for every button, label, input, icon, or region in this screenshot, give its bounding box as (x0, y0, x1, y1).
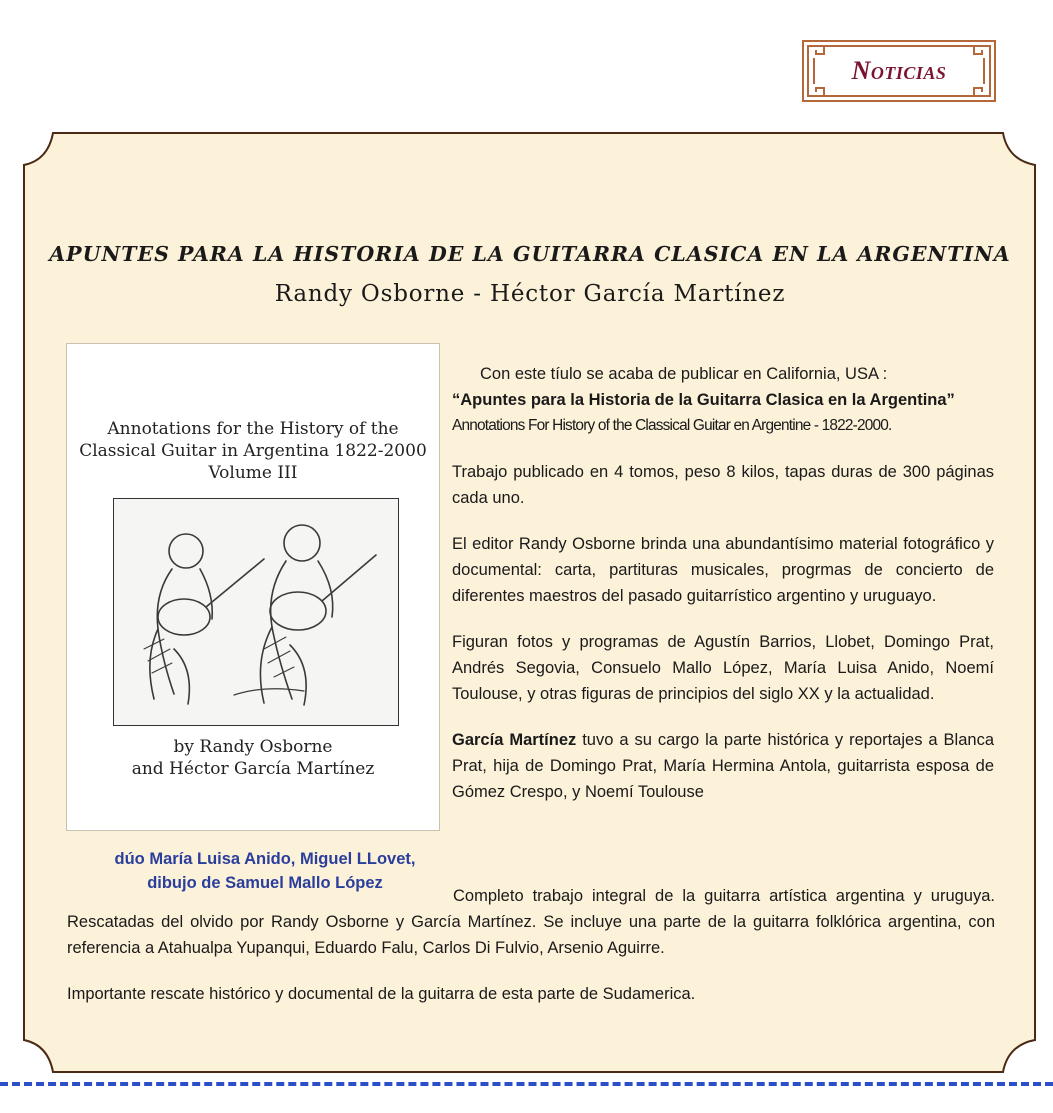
paragraph-garcia (452, 727, 994, 805)
article-authors: Randy Osborne - Héctor García Martínez (274, 281, 786, 307)
cover-title (67, 418, 439, 484)
intro-line: Con este tíulo se acaba de publicar en California, USA : (480, 365, 888, 383)
article-title: APUNTES PARA LA HISTORIA DE LA GUITARRA CLASICA EN LA ARGENTINA (49, 242, 1011, 266)
article-body-column (452, 361, 994, 825)
paragraph-figures: Figuran fotos y programas de Agustín Barrios, Llobet, Domingo Prat, Andrés Segovia, Consuelo Mallo López, María Luisa Anido, Noemí Toulouse, y otras figuras de principios del siglo XX y la actualidad. (452, 633, 994, 703)
cover-title-line: Volume III (208, 463, 298, 483)
garcia-text: tuvo a su cargo la parte histórica y reportajes a Blanca Prat, hija de Domingo Prat, María Hermina Antola, guitarrista esposa de Gómez Crespo, y Noemí Toulouse (452, 731, 994, 801)
paragraph-volumes: Trabajo publicado en 4 tomos, peso 8 kilos, tapas duras de 300 páginas cada uno. (452, 463, 994, 507)
complete-work-text: Completo trabajo integral de la guitarra artística argentina y uruguya. Rescatadas del olvido por Randy Osborne y García Martínez. Se incluye una parte de la guitarra folklórica argentina, con referencia a Atahualpa Yupanqui, Eduardo Falu, Carlos Di Fulvio, Arsenio Aguirre. (67, 887, 995, 957)
caption-line: dibujo de Samuel Mallo López (147, 874, 383, 892)
book-title-english: Annotations For History of the Classical Guitar en Argentine - 1822-2000. (452, 417, 892, 434)
article-body-wide (67, 883, 995, 1027)
paragraph-intro (452, 361, 994, 439)
cover-by-line: and Héctor García Martínez (131, 759, 375, 779)
paragraph-closing: Importante rescate histórico y documental de la guitarra de esta parte de Sudamerica. (67, 985, 696, 1003)
paragraph-complete-work (67, 883, 995, 961)
caption-line: dúo María Luisa Anido, Miguel LLovet, (114, 850, 416, 868)
garcia-name: García Martínez (452, 731, 577, 749)
cover-title-line: Classical Guitar in Argentina 1822-2000 (79, 441, 427, 461)
book-cover-image (66, 343, 440, 831)
paragraph-editor: El editor Randy Osborne brinda una abundantísimo material fotográfico y documental: carta, partituras musicales, progrmas de concierto de diferentes maestros del pasado guitarrístico argentino y uruguayo. (452, 535, 994, 605)
cover-title-line: Annotations for the History of the (107, 419, 399, 439)
cover-authors (67, 736, 439, 780)
guitar-duo-drawing (113, 498, 399, 726)
badge-label: Noticias (851, 56, 947, 85)
section-divider (0, 1082, 1053, 1086)
guitarists-sketch-icon (114, 499, 398, 725)
book-title-spanish: “Apuntes para la Historia de la Guitarra Clasica en la Argentina” (452, 391, 955, 409)
cover-by-line: by Randy Osborne (173, 737, 333, 757)
